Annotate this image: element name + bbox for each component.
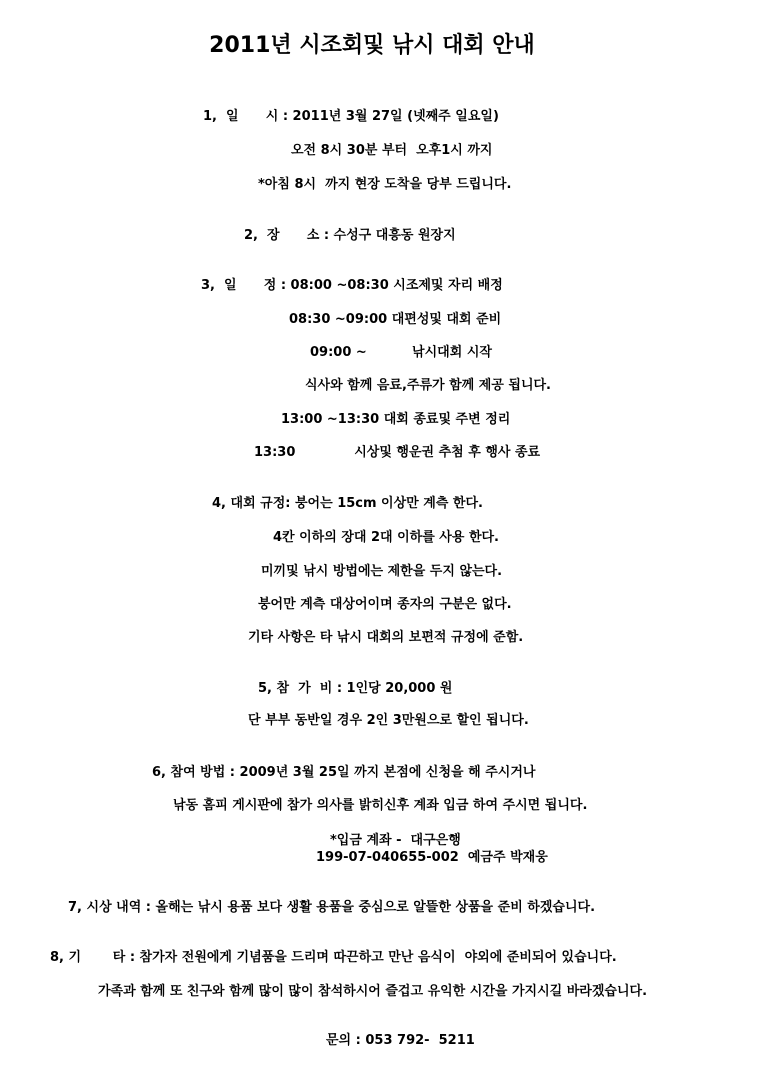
account-number-line: 199-07-040655-002 예금주 박재웅 bbox=[316, 850, 548, 865]
rules-line-5: 기타 사항은 타 낚시 대회의 보편적 규정에 준함. bbox=[248, 630, 524, 645]
fee-line: 5, 참 가 비 : 1인당 20,000 원 bbox=[258, 681, 453, 696]
misc-line-1: 8, 기 타 : 참가자 전원에게 기념품을 드리며 따끈하고 만난 음식이 야외에 준비되어 있습니다. bbox=[50, 950, 617, 965]
arrival-note: *아침 8시 까지 현장 도착을 당부 드립니다. bbox=[258, 177, 512, 192]
fee-discount-note: 단 부부 동반일 경우 2인 3만원으로 할인 됩니다. bbox=[248, 713, 529, 728]
agenda-line-6: 13:30 시상및 행운권 추첨 후 행사 종료 bbox=[254, 445, 541, 460]
document-title: 2011년 시조회및 낚시 대회 안내 bbox=[209, 33, 535, 58]
registration-line-2: 낚동 홈피 게시판에 참가 의사를 밝히신후 계좌 입금 하여 주시면 됩니다. bbox=[173, 798, 588, 813]
rules-line-4: 붕어만 계측 대상어이며 종자의 구분은 없다. bbox=[258, 597, 512, 612]
agenda-line-2: 08:30 ~09:00 대편성및 대회 준비 bbox=[289, 312, 502, 327]
location-line: 2, 장 소 : 수성구 대흥동 원장지 bbox=[244, 228, 456, 243]
contact-line: 문의 : 053 792- 5211 bbox=[326, 1033, 475, 1048]
prizes-line: 7, 시상 내역 : 올해는 낚시 용품 보다 생활 용품을 중심으로 알뜰한 상품을 준비 하겠습니다. bbox=[68, 900, 596, 915]
rules-line-3: 미끼및 낚시 방법에는 제한을 두지 않는다. bbox=[261, 564, 503, 579]
agenda-line-4: 식사와 함께 음료,주류가 함께 제공 됩니다. bbox=[305, 378, 551, 393]
agenda-line-1: 3, 일 정 : 08:00 ~08:30 시조제및 자리 배정 bbox=[201, 278, 503, 293]
misc-line-2: 가족과 함께 또 친구와 함께 많이 많이 참석하시어 즐겁고 유익한 시간을 가지시길 바라겠습니다. bbox=[98, 984, 648, 999]
schedule-time-line: 오전 8시 30분 부터 오후1시 까지 bbox=[291, 143, 493, 158]
bank-account-line: *입금 계좌 - 대구은행 bbox=[330, 833, 461, 848]
rules-line-1: 4, 대회 규정: 붕어는 15cm 이상만 계측 한다. bbox=[212, 496, 483, 511]
agenda-line-3: 09:00 ~ 낚시대회 시작 bbox=[310, 345, 492, 360]
agenda-line-5: 13:00 ~13:30 대회 종료및 주변 정리 bbox=[281, 412, 511, 427]
schedule-date-line: 1, 일 시 : 2011년 3월 27일 (넷째주 일요일) bbox=[203, 109, 499, 124]
registration-line-1: 6, 참여 방법 : 2009년 3월 25일 까지 본점에 신청을 해 주시거나 bbox=[152, 765, 536, 780]
rules-line-2: 4칸 이하의 장대 2대 이하를 사용 한다. bbox=[273, 530, 499, 545]
